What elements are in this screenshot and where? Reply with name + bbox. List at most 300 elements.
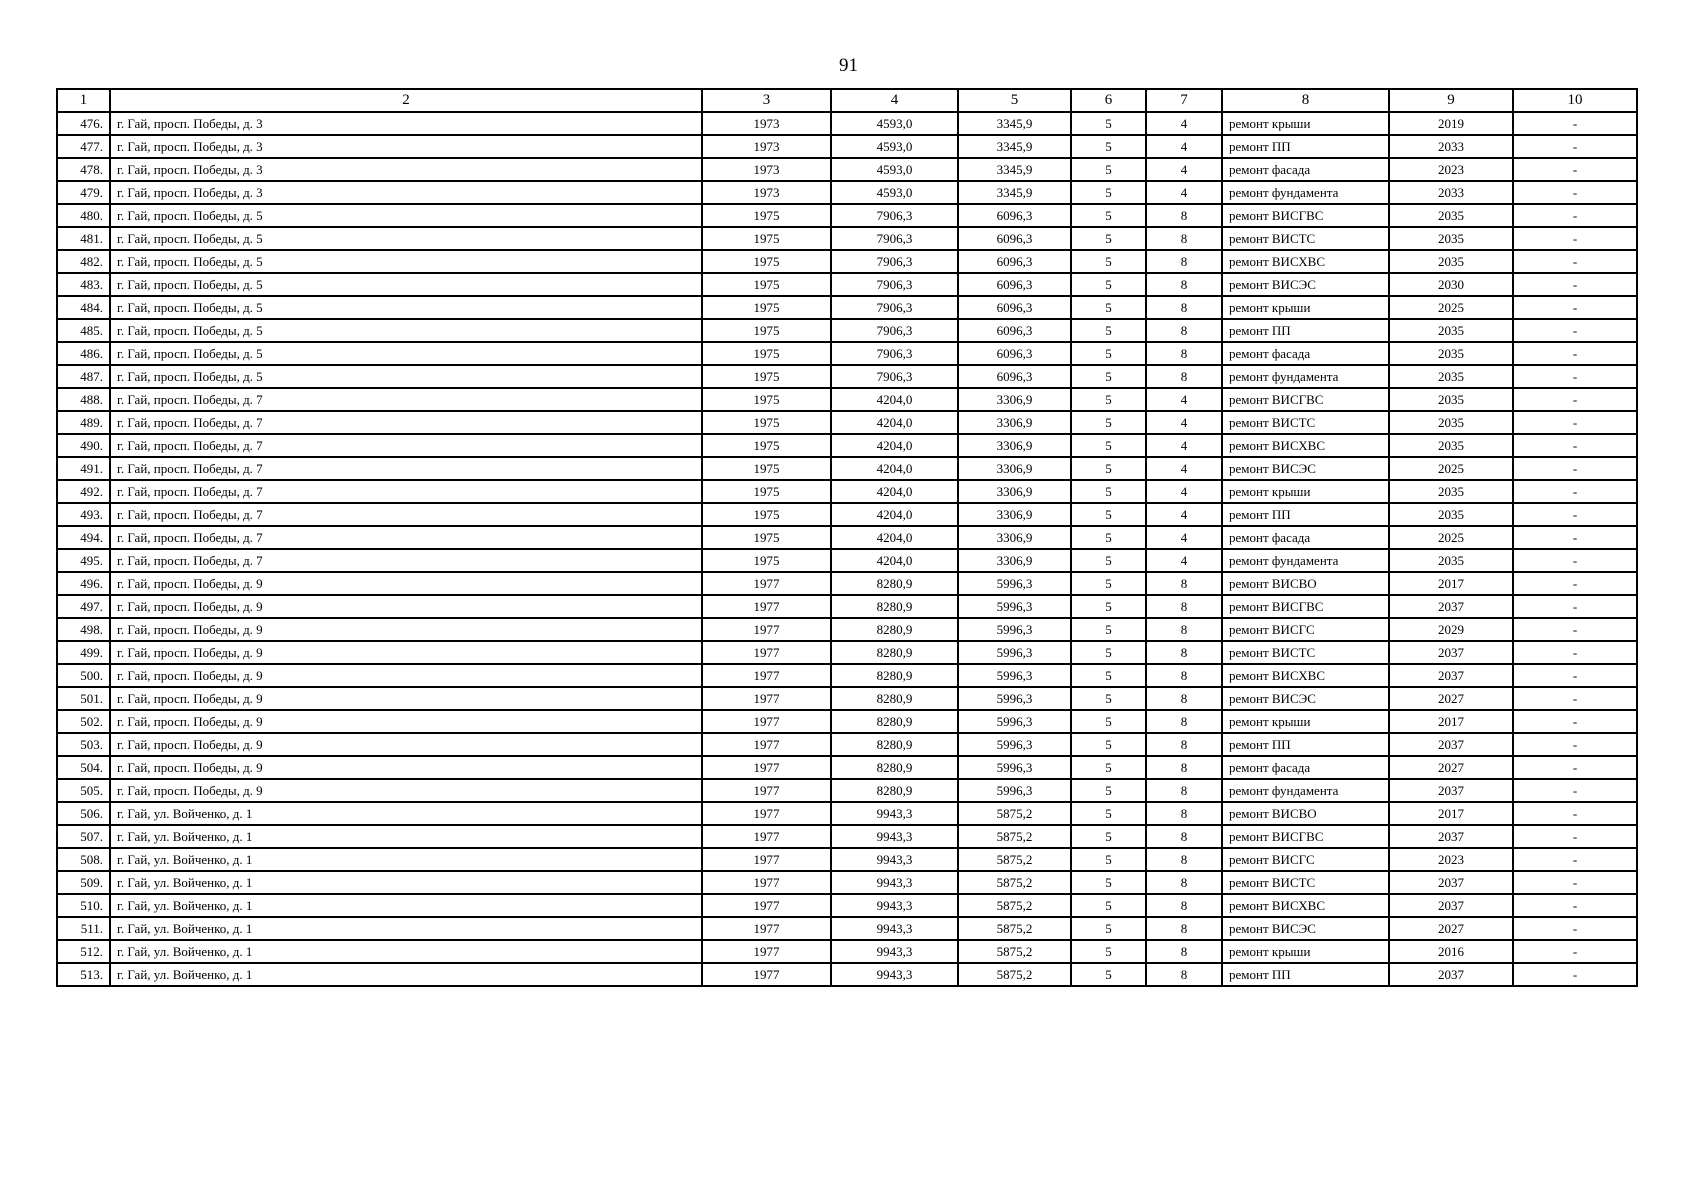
total-area-cell: 7906,3 — [831, 204, 958, 227]
year-built-cell: 1977 — [702, 756, 831, 779]
note-cell: - — [1513, 848, 1637, 871]
total-area-cell: 7906,3 — [831, 319, 958, 342]
work-type-cell: ремонт фундамента — [1222, 181, 1389, 204]
total-area-cell: 4204,0 — [831, 480, 958, 503]
entrances-cell: 8 — [1146, 273, 1222, 296]
floors-cell: 5 — [1071, 641, 1146, 664]
address-cell: г. Гай, ул. Войченко, д. 1 — [110, 963, 702, 986]
table-row — [57, 204, 1637, 227]
floors-cell: 5 — [1071, 733, 1146, 756]
living-area-cell: 5875,2 — [958, 940, 1071, 963]
total-area-cell: 8280,9 — [831, 595, 958, 618]
work-type-cell: ремонт фасада — [1222, 342, 1389, 365]
row-number-cell: 496. — [57, 572, 110, 595]
total-area-cell: 4593,0 — [831, 181, 958, 204]
entrances-cell: 8 — [1146, 894, 1222, 917]
row-number-cell: 484. — [57, 296, 110, 319]
living-area-cell: 5996,3 — [958, 595, 1071, 618]
planned-year-cell: 2033 — [1389, 135, 1513, 158]
address-cell: г. Гай, просп. Победы, д. 5 — [110, 365, 702, 388]
entrances-cell: 8 — [1146, 917, 1222, 940]
note-cell: - — [1513, 871, 1637, 894]
note-cell: - — [1513, 135, 1637, 158]
planned-year-cell: 2035 — [1389, 388, 1513, 411]
entrances-cell: 4 — [1146, 388, 1222, 411]
work-type-cell: ремонт ВИСЭС — [1222, 273, 1389, 296]
floors-cell: 5 — [1071, 204, 1146, 227]
address-cell: г. Гай, ул. Войченко, д. 1 — [110, 894, 702, 917]
planned-year-cell: 2037 — [1389, 779, 1513, 802]
entrances-cell: 8 — [1146, 940, 1222, 963]
year-built-cell: 1973 — [702, 135, 831, 158]
living-area-cell: 5875,2 — [958, 848, 1071, 871]
row-number-cell: 492. — [57, 480, 110, 503]
planned-year-cell: 2037 — [1389, 733, 1513, 756]
floors-cell: 5 — [1071, 940, 1146, 963]
planned-year-cell: 2025 — [1389, 457, 1513, 480]
work-type-cell: ремонт ВИСЭС — [1222, 917, 1389, 940]
living-area-cell: 5996,3 — [958, 618, 1071, 641]
total-area-cell: 4593,0 — [831, 135, 958, 158]
row-number-cell: 495. — [57, 549, 110, 572]
address-cell: г. Гай, просп. Победы, д. 9 — [110, 733, 702, 756]
entrances-cell: 8 — [1146, 825, 1222, 848]
row-number-cell: 499. — [57, 641, 110, 664]
note-cell: - — [1513, 273, 1637, 296]
living-area-cell: 3345,9 — [958, 181, 1071, 204]
note-cell: - — [1513, 963, 1637, 986]
year-built-cell: 1975 — [702, 457, 831, 480]
floors-cell: 5 — [1071, 664, 1146, 687]
living-area-cell: 3345,9 — [958, 112, 1071, 135]
work-type-cell: ремонт ВИСТС — [1222, 411, 1389, 434]
row-number-cell: 497. — [57, 595, 110, 618]
note-cell: - — [1513, 940, 1637, 963]
planned-year-cell: 2023 — [1389, 848, 1513, 871]
year-built-cell: 1977 — [702, 641, 831, 664]
living-area-cell: 5996,3 — [958, 710, 1071, 733]
planned-year-cell: 2037 — [1389, 894, 1513, 917]
living-area-cell: 5875,2 — [958, 917, 1071, 940]
living-area-cell: 5996,3 — [958, 733, 1071, 756]
table-row — [57, 641, 1637, 664]
note-cell: - — [1513, 480, 1637, 503]
total-area-cell: 4204,0 — [831, 457, 958, 480]
row-number-cell: 507. — [57, 825, 110, 848]
address-cell: г. Гай, просп. Победы, д. 7 — [110, 503, 702, 526]
table-row — [57, 227, 1637, 250]
table-row — [57, 664, 1637, 687]
entrances-cell: 8 — [1146, 664, 1222, 687]
floors-cell: 5 — [1071, 411, 1146, 434]
planned-year-cell: 2030 — [1389, 273, 1513, 296]
row-number-cell: 510. — [57, 894, 110, 917]
note-cell: - — [1513, 204, 1637, 227]
column-header: 6 — [1071, 89, 1146, 112]
column-header: 4 — [831, 89, 958, 112]
planned-year-cell: 2035 — [1389, 365, 1513, 388]
total-area-cell: 8280,9 — [831, 618, 958, 641]
note-cell: - — [1513, 227, 1637, 250]
living-area-cell: 3306,9 — [958, 388, 1071, 411]
year-built-cell: 1975 — [702, 319, 831, 342]
address-cell: г. Гай, просп. Победы, д. 9 — [110, 595, 702, 618]
work-type-cell: ремонт ВИСГС — [1222, 848, 1389, 871]
living-area-cell: 5875,2 — [958, 963, 1071, 986]
table-row — [57, 779, 1637, 802]
living-area-cell: 6096,3 — [958, 227, 1071, 250]
year-built-cell: 1977 — [702, 664, 831, 687]
planned-year-cell: 2035 — [1389, 411, 1513, 434]
planned-year-cell: 2035 — [1389, 250, 1513, 273]
column-header: 3 — [702, 89, 831, 112]
planned-year-cell: 2037 — [1389, 825, 1513, 848]
work-type-cell: ремонт ВИСГВС — [1222, 825, 1389, 848]
living-area-cell: 5996,3 — [958, 664, 1071, 687]
note-cell: - — [1513, 181, 1637, 204]
entrances-cell: 8 — [1146, 296, 1222, 319]
table-row — [57, 549, 1637, 572]
floors-cell: 5 — [1071, 526, 1146, 549]
address-cell: г. Гай, просп. Победы, д. 3 — [110, 135, 702, 158]
address-cell: г. Гай, просп. Победы, д. 9 — [110, 779, 702, 802]
planned-year-cell: 2027 — [1389, 687, 1513, 710]
year-built-cell: 1977 — [702, 595, 831, 618]
table-row — [57, 112, 1637, 135]
row-number-cell: 480. — [57, 204, 110, 227]
floors-cell: 5 — [1071, 388, 1146, 411]
entrances-cell: 8 — [1146, 365, 1222, 388]
total-area-cell: 4204,0 — [831, 526, 958, 549]
planned-year-cell: 2037 — [1389, 664, 1513, 687]
planned-year-cell: 2035 — [1389, 549, 1513, 572]
address-cell: г. Гай, просп. Победы, д. 3 — [110, 181, 702, 204]
planned-year-cell: 2027 — [1389, 917, 1513, 940]
entrances-cell: 8 — [1146, 319, 1222, 342]
planned-year-cell: 2035 — [1389, 480, 1513, 503]
row-number-cell: 508. — [57, 848, 110, 871]
work-type-cell: ремонт фасада — [1222, 158, 1389, 181]
year-built-cell: 1973 — [702, 158, 831, 181]
row-number-cell: 485. — [57, 319, 110, 342]
note-cell: - — [1513, 687, 1637, 710]
note-cell: - — [1513, 917, 1637, 940]
table-row — [57, 687, 1637, 710]
table-row — [57, 871, 1637, 894]
planned-year-cell: 2025 — [1389, 296, 1513, 319]
note-cell: - — [1513, 572, 1637, 595]
work-type-cell: ремонт ПП — [1222, 135, 1389, 158]
total-area-cell: 9943,3 — [831, 802, 958, 825]
address-cell: г. Гай, ул. Войченко, д. 1 — [110, 871, 702, 894]
row-number-cell: 490. — [57, 434, 110, 457]
column-header: 7 — [1146, 89, 1222, 112]
note-cell: - — [1513, 342, 1637, 365]
table-row — [57, 526, 1637, 549]
year-built-cell: 1975 — [702, 526, 831, 549]
floors-cell: 5 — [1071, 181, 1146, 204]
column-header: 10 — [1513, 89, 1637, 112]
total-area-cell: 4204,0 — [831, 388, 958, 411]
year-built-cell: 1977 — [702, 894, 831, 917]
living-area-cell: 6096,3 — [958, 204, 1071, 227]
total-area-cell: 4593,0 — [831, 158, 958, 181]
planned-year-cell: 2037 — [1389, 871, 1513, 894]
living-area-cell: 5875,2 — [958, 894, 1071, 917]
floors-cell: 5 — [1071, 365, 1146, 388]
address-cell: г. Гай, просп. Победы, д. 5 — [110, 227, 702, 250]
year-built-cell: 1975 — [702, 503, 831, 526]
floors-cell: 5 — [1071, 319, 1146, 342]
total-area-cell: 8280,9 — [831, 779, 958, 802]
entrances-cell: 8 — [1146, 250, 1222, 273]
living-area-cell: 6096,3 — [958, 250, 1071, 273]
planned-year-cell: 2027 — [1389, 756, 1513, 779]
header-row — [57, 89, 1637, 112]
total-area-cell: 4593,0 — [831, 112, 958, 135]
address-cell: г. Гай, ул. Войченко, д. 1 — [110, 825, 702, 848]
work-type-cell: ремонт ВИСТС — [1222, 641, 1389, 664]
floors-cell: 5 — [1071, 779, 1146, 802]
note-cell: - — [1513, 618, 1637, 641]
year-built-cell: 1973 — [702, 112, 831, 135]
living-area-cell: 3306,9 — [958, 549, 1071, 572]
entrances-cell: 8 — [1146, 342, 1222, 365]
table-body — [57, 112, 1637, 986]
work-type-cell: ремонт крыши — [1222, 710, 1389, 733]
row-number-cell: 506. — [57, 802, 110, 825]
planned-year-cell: 2035 — [1389, 227, 1513, 250]
living-area-cell: 3306,9 — [958, 457, 1071, 480]
address-cell: г. Гай, просп. Победы, д. 9 — [110, 641, 702, 664]
note-cell: - — [1513, 733, 1637, 756]
table-row — [57, 595, 1637, 618]
note-cell: - — [1513, 411, 1637, 434]
total-area-cell: 7906,3 — [831, 250, 958, 273]
living-area-cell: 3306,9 — [958, 434, 1071, 457]
note-cell: - — [1513, 158, 1637, 181]
year-built-cell: 1975 — [702, 549, 831, 572]
living-area-cell: 6096,3 — [958, 365, 1071, 388]
total-area-cell: 4204,0 — [831, 503, 958, 526]
work-type-cell: ремонт крыши — [1222, 296, 1389, 319]
row-number-cell: 503. — [57, 733, 110, 756]
table-row — [57, 135, 1637, 158]
address-cell: г. Гай, просп. Победы, д. 3 — [110, 158, 702, 181]
row-number-cell: 479. — [57, 181, 110, 204]
planned-year-cell: 2023 — [1389, 158, 1513, 181]
note-cell: - — [1513, 365, 1637, 388]
work-type-cell: ремонт фундамента — [1222, 549, 1389, 572]
living-area-cell: 5996,3 — [958, 641, 1071, 664]
table-row — [57, 618, 1637, 641]
total-area-cell: 9943,3 — [831, 940, 958, 963]
entrances-cell: 8 — [1146, 871, 1222, 894]
work-type-cell: ремонт крыши — [1222, 940, 1389, 963]
living-area-cell: 5875,2 — [958, 802, 1071, 825]
column-header: 9 — [1389, 89, 1513, 112]
total-area-cell: 8280,9 — [831, 756, 958, 779]
address-cell: г. Гай, ул. Войченко, д. 1 — [110, 940, 702, 963]
entrances-cell: 8 — [1146, 687, 1222, 710]
address-cell: г. Гай, просп. Победы, д. 7 — [110, 388, 702, 411]
total-area-cell: 8280,9 — [831, 641, 958, 664]
note-cell: - — [1513, 457, 1637, 480]
floors-cell: 5 — [1071, 963, 1146, 986]
table-row — [57, 342, 1637, 365]
table-row — [57, 296, 1637, 319]
address-cell: г. Гай, просп. Победы, д. 9 — [110, 687, 702, 710]
floors-cell: 5 — [1071, 572, 1146, 595]
work-type-cell: ремонт фасада — [1222, 756, 1389, 779]
planned-year-cell: 2035 — [1389, 503, 1513, 526]
work-type-cell: ремонт ВИСВО — [1222, 802, 1389, 825]
total-area-cell: 8280,9 — [831, 664, 958, 687]
note-cell: - — [1513, 296, 1637, 319]
address-cell: г. Гай, просп. Победы, д. 7 — [110, 549, 702, 572]
work-type-cell: ремонт ВИСХВС — [1222, 250, 1389, 273]
floors-cell: 5 — [1071, 825, 1146, 848]
note-cell: - — [1513, 756, 1637, 779]
row-number-cell: 512. — [57, 940, 110, 963]
floors-cell: 5 — [1071, 296, 1146, 319]
column-header: 5 — [958, 89, 1071, 112]
year-built-cell: 1977 — [702, 848, 831, 871]
floors-cell: 5 — [1071, 756, 1146, 779]
entrances-cell: 4 — [1146, 434, 1222, 457]
planned-year-cell: 2035 — [1389, 342, 1513, 365]
planned-year-cell: 2035 — [1389, 319, 1513, 342]
living-area-cell: 6096,3 — [958, 342, 1071, 365]
year-built-cell: 1977 — [702, 572, 831, 595]
row-number-cell: 494. — [57, 526, 110, 549]
table-row — [57, 710, 1637, 733]
floors-cell: 5 — [1071, 112, 1146, 135]
floors-cell: 5 — [1071, 434, 1146, 457]
work-type-cell: ремонт ВИСТС — [1222, 871, 1389, 894]
entrances-cell: 8 — [1146, 779, 1222, 802]
work-type-cell: ремонт ВИСВО — [1222, 572, 1389, 595]
table-row — [57, 802, 1637, 825]
year-built-cell: 1975 — [702, 388, 831, 411]
living-area-cell: 3306,9 — [958, 503, 1071, 526]
year-built-cell: 1977 — [702, 871, 831, 894]
entrances-cell: 8 — [1146, 963, 1222, 986]
work-type-cell: ремонт крыши — [1222, 112, 1389, 135]
column-header: 1 — [57, 89, 110, 112]
total-area-cell: 4204,0 — [831, 549, 958, 572]
entrances-cell: 8 — [1146, 618, 1222, 641]
address-cell: г. Гай, просп. Победы, д. 5 — [110, 204, 702, 227]
living-area-cell: 3306,9 — [958, 480, 1071, 503]
total-area-cell: 9943,3 — [831, 848, 958, 871]
note-cell: - — [1513, 595, 1637, 618]
address-cell: г. Гай, просп. Победы, д. 5 — [110, 273, 702, 296]
repair-schedule-table — [56, 88, 1638, 987]
address-cell: г. Гай, ул. Войченко, д. 1 — [110, 917, 702, 940]
total-area-cell: 8280,9 — [831, 710, 958, 733]
entrances-cell: 4 — [1146, 503, 1222, 526]
living-area-cell: 5996,3 — [958, 572, 1071, 595]
row-number-cell: 513. — [57, 963, 110, 986]
row-number-cell: 505. — [57, 779, 110, 802]
total-area-cell: 9943,3 — [831, 963, 958, 986]
work-type-cell: ремонт ВИСГВС — [1222, 388, 1389, 411]
address-cell: г. Гай, ул. Войченко, д. 1 — [110, 848, 702, 871]
total-area-cell: 4204,0 — [831, 434, 958, 457]
year-built-cell: 1975 — [702, 434, 831, 457]
floors-cell: 5 — [1071, 135, 1146, 158]
entrances-cell: 4 — [1146, 181, 1222, 204]
table-row — [57, 457, 1637, 480]
entrances-cell: 4 — [1146, 112, 1222, 135]
work-type-cell: ремонт ВИСЭС — [1222, 687, 1389, 710]
table-row — [57, 825, 1637, 848]
year-built-cell: 1975 — [702, 365, 831, 388]
year-built-cell: 1977 — [702, 940, 831, 963]
page-number: 91 — [839, 55, 858, 76]
living-area-cell: 5875,2 — [958, 825, 1071, 848]
table-row — [57, 894, 1637, 917]
row-number-cell: 482. — [57, 250, 110, 273]
row-number-cell: 491. — [57, 457, 110, 480]
living-area-cell: 3306,9 — [958, 411, 1071, 434]
row-number-cell: 481. — [57, 227, 110, 250]
entrances-cell: 8 — [1146, 710, 1222, 733]
floors-cell: 5 — [1071, 480, 1146, 503]
table-row — [57, 434, 1637, 457]
row-number-cell: 486. — [57, 342, 110, 365]
work-type-cell: ремонт ВИСХВС — [1222, 894, 1389, 917]
year-built-cell: 1975 — [702, 296, 831, 319]
table-row — [57, 388, 1637, 411]
address-cell: г. Гай, ул. Войченко, д. 1 — [110, 802, 702, 825]
floors-cell: 5 — [1071, 342, 1146, 365]
year-built-cell: 1975 — [702, 480, 831, 503]
planned-year-cell: 2019 — [1389, 112, 1513, 135]
total-area-cell: 7906,3 — [831, 365, 958, 388]
total-area-cell: 9943,3 — [831, 825, 958, 848]
note-cell: - — [1513, 250, 1637, 273]
entrances-cell: 8 — [1146, 572, 1222, 595]
row-number-cell: 493. — [57, 503, 110, 526]
year-built-cell: 1975 — [702, 342, 831, 365]
address-cell: г. Гай, просп. Победы, д. 9 — [110, 618, 702, 641]
year-built-cell: 1975 — [702, 227, 831, 250]
note-cell: - — [1513, 802, 1637, 825]
address-cell: г. Гай, просп. Победы, д. 7 — [110, 434, 702, 457]
entrances-cell: 4 — [1146, 480, 1222, 503]
work-type-cell: ремонт ВИСГВС — [1222, 204, 1389, 227]
work-type-cell: ремонт крыши — [1222, 480, 1389, 503]
address-cell: г. Гай, просп. Победы, д. 5 — [110, 250, 702, 273]
living-area-cell: 5875,2 — [958, 871, 1071, 894]
year-built-cell: 1977 — [702, 963, 831, 986]
work-type-cell: ремонт ВИСЭС — [1222, 457, 1389, 480]
address-cell: г. Гай, просп. Победы, д. 7 — [110, 480, 702, 503]
table-row — [57, 572, 1637, 595]
address-cell: г. Гай, просп. Победы, д. 5 — [110, 342, 702, 365]
address-cell: г. Гай, просп. Победы, д. 7 — [110, 457, 702, 480]
living-area-cell: 5996,3 — [958, 756, 1071, 779]
total-area-cell: 8280,9 — [831, 687, 958, 710]
table-row — [57, 848, 1637, 871]
living-area-cell: 5996,3 — [958, 687, 1071, 710]
planned-year-cell: 2035 — [1389, 204, 1513, 227]
living-area-cell: 5996,3 — [958, 779, 1071, 802]
living-area-cell: 6096,3 — [958, 296, 1071, 319]
floors-cell: 5 — [1071, 227, 1146, 250]
